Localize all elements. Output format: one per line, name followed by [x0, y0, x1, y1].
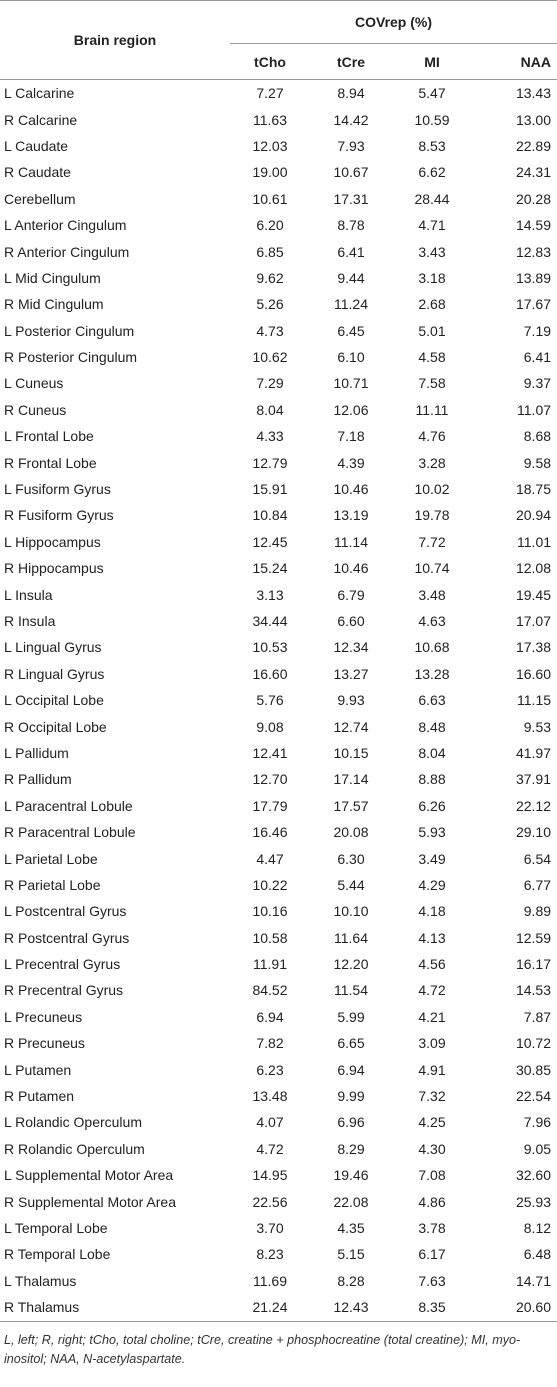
mi-cell: 4.56	[418, 956, 446, 973]
tcho-cell: 7.29	[256, 375, 284, 392]
brain-region-cell: R Precentral Gyrus	[4, 982, 124, 999]
tcho-cell: 10.58	[252, 929, 288, 946]
naa-cell: 9.53	[523, 718, 552, 735]
mi-cell: 4.71	[418, 217, 446, 234]
tcho-cell: 9.62	[256, 269, 284, 286]
naa-cell: 9.37	[523, 375, 552, 392]
naa-cell: 14.71	[515, 1272, 552, 1289]
table-row	[0, 766, 557, 792]
mi-cell: 4.25	[418, 1114, 446, 1131]
mi-cell: 7.63	[418, 1272, 446, 1289]
tcho-cell: 10.62	[252, 349, 288, 366]
table-row	[0, 1083, 557, 1109]
tcre-cell: 10.10	[333, 903, 369, 920]
brain-region-cell: L Parietal Lobe	[4, 850, 98, 867]
tcho-cell: 12.03	[252, 137, 288, 154]
brain-region-cell: L Paracentral Lobule	[4, 797, 133, 814]
tcre-cell: 10.46	[333, 481, 369, 498]
tcre-cell: 8.29	[337, 1140, 365, 1157]
tcre-cell: 11.24	[334, 296, 368, 313]
table-row	[0, 291, 557, 317]
tcre-cell: 12.34	[333, 639, 369, 656]
brain-region-cell: R Rolandic Operculum	[4, 1140, 145, 1157]
tcre-cell: 6.41	[337, 243, 365, 260]
tcre-cell: 4.39	[337, 454, 365, 471]
tcre-cell: 12.20	[333, 956, 369, 973]
mi-cell: 19.78	[414, 507, 450, 524]
tcre-cell: 6.65	[337, 1035, 365, 1052]
brain-region-cell: R Caudate	[4, 164, 71, 181]
table-row	[0, 1030, 557, 1056]
table-row	[0, 925, 557, 951]
tcre-cell: 11.64	[334, 929, 368, 946]
tcre-cell: 22.08	[333, 1193, 369, 1210]
mi-cell: 4.91	[418, 1061, 446, 1078]
brain-region-cell: L Lingual Gyrus	[4, 639, 102, 656]
mi-cell: 4.18	[418, 903, 446, 920]
naa-cell: 9.58	[523, 454, 552, 471]
tcho-cell: 10.61	[252, 190, 288, 207]
tcre-cell: 9.44	[337, 269, 365, 286]
mi-cell: 5.01	[418, 322, 446, 339]
mi-cell: 5.47	[418, 85, 446, 102]
tcre-cell: 5.44	[337, 876, 365, 893]
table-row	[0, 951, 557, 977]
naa-cell: 6.54	[523, 850, 552, 867]
table-row	[0, 661, 557, 687]
tcre-cell: 10.67	[333, 164, 369, 181]
mi-cell: 6.26	[418, 797, 446, 814]
naa-cell: 37.91	[515, 771, 552, 788]
tcre-cell: 12.43	[310, 1294, 392, 1322]
group-header-covrep: COVrep (%)	[230, 1, 557, 44]
brain-region-cell: L Posterior Cingulum	[4, 322, 135, 339]
naa-cell: 22.54	[515, 1088, 552, 1105]
brain-region-cell: L Anterior Cingulum	[4, 217, 127, 234]
mi-cell: 8.35	[392, 1294, 472, 1322]
tcho-cell: 5.26	[256, 296, 284, 313]
brain-region-cell: R Insula	[4, 613, 56, 629]
tcho-cell: 8.23	[256, 1246, 284, 1263]
tcho-cell: 6.20	[256, 217, 284, 234]
brain-region-cell: L Pallidum	[4, 744, 69, 761]
tcre-cell: 7.93	[337, 137, 365, 154]
table-row	[0, 186, 557, 212]
brain-region-cell: R Calcarine	[4, 111, 78, 128]
tcho-cell: 3.70	[256, 1219, 284, 1236]
brain-region-cell: L Insula	[4, 586, 53, 603]
tcre-cell: 6.10	[337, 349, 365, 366]
tcho-cell: 11.91	[253, 956, 287, 973]
mi-cell: 4.63	[418, 613, 446, 629]
tcho-cell: 8.04	[256, 401, 284, 418]
brain-region-cell: R Putamen	[4, 1088, 75, 1105]
table-row	[0, 713, 557, 739]
table-row	[0, 1109, 557, 1135]
tcre-cell: 8.78	[337, 217, 365, 234]
naa-cell: 11.07	[517, 401, 552, 418]
table-row	[0, 423, 557, 449]
brain-region-cell: L Putamen	[4, 1061, 72, 1078]
naa-cell: 19.45	[515, 586, 552, 603]
table-row	[0, 977, 557, 1003]
table-row	[0, 80, 557, 107]
table-row	[0, 634, 557, 660]
mi-cell: 4.58	[418, 349, 446, 366]
mi-cell: 2.68	[418, 296, 446, 313]
naa-cell: 16.60	[515, 665, 552, 682]
table-row	[0, 740, 557, 766]
tcho-cell: 7.82	[256, 1035, 284, 1052]
tcho-cell: 10.53	[252, 639, 288, 656]
brain-region-cell: R Postcentral Gyrus	[4, 929, 130, 946]
brain-region-cell: R Fusiform Gyrus	[4, 507, 114, 524]
brain-region-cell: R Parietal Lobe	[4, 876, 101, 893]
naa-cell: 13.89	[515, 269, 552, 286]
mi-cell: 5.93	[418, 824, 446, 841]
column-header-tcre: tCre	[310, 44, 392, 80]
mi-cell: 3.78	[418, 1219, 446, 1236]
mi-cell: 28.44	[414, 190, 450, 207]
tcho-cell: 4.73	[256, 322, 284, 339]
tcho-cell: 10.16	[252, 903, 288, 920]
table-row	[0, 133, 557, 159]
tcre-cell: 17.57	[333, 797, 369, 814]
tcho-cell: 9.08	[256, 718, 284, 735]
brain-region-cell: L Postcentral Gyrus	[4, 903, 127, 920]
naa-cell: 9.05	[523, 1140, 552, 1157]
brain-region-cell: R Anterior Cingulum	[4, 243, 130, 260]
tcre-cell: 11.54	[334, 982, 368, 999]
brain-region-cell: L Precentral Gyrus	[4, 956, 121, 973]
tcre-cell: 17.14	[333, 771, 369, 788]
brain-region-cell: R Supplemental Motor Area	[4, 1193, 176, 1210]
brain-region-cell: L Caudate	[4, 137, 69, 154]
mi-cell: 10.74	[414, 560, 450, 577]
table-row	[0, 529, 557, 555]
tcho-cell: 16.60	[252, 665, 288, 682]
table-row	[0, 898, 557, 924]
table-header	[0, 1, 557, 80]
tcre-cell: 17.31	[333, 190, 369, 207]
mi-cell: 6.62	[418, 164, 446, 181]
mi-cell: 6.17	[418, 1246, 446, 1263]
tcre-cell: 6.45	[337, 322, 365, 339]
tcho-cell: 13.48	[252, 1088, 288, 1105]
brain-region-cell: L Calcarine	[4, 85, 75, 102]
naa-cell: 17.38	[515, 639, 552, 656]
brain-region-cell: L Hippocampus	[4, 533, 101, 550]
tcho-cell: 5.76	[256, 692, 284, 709]
tcho-cell: 12.70	[252, 771, 288, 788]
naa-cell: 8.68	[523, 428, 552, 445]
naa-cell: 13.43	[515, 85, 552, 102]
mi-cell: 7.08	[418, 1167, 446, 1184]
table-row	[0, 845, 557, 871]
naa-cell: 17.67	[515, 296, 552, 313]
naa-cell: 17.07	[515, 613, 552, 629]
brain-region-cell: R Thalamus	[0, 1294, 230, 1322]
naa-cell: 29.10	[515, 824, 552, 841]
naa-cell: 14.53	[515, 982, 552, 999]
header-row-group	[0, 1, 557, 44]
tcre-cell: 8.28	[337, 1272, 365, 1289]
mi-cell: 3.49	[418, 850, 446, 867]
mi-cell: 4.21	[418, 1008, 446, 1025]
table-row	[0, 1162, 557, 1188]
brain-region-cell: R Frontal Lobe	[4, 454, 97, 471]
mi-cell: 11.11	[415, 401, 449, 418]
tcho-cell: 4.47	[256, 850, 284, 867]
mi-cell: 10.02	[414, 481, 450, 498]
brain-region-cell: R Hippocampus	[4, 560, 104, 577]
naa-cell: 12.08	[515, 560, 552, 577]
table-row	[0, 608, 557, 634]
brain-region-cell: R Paracentral Lobule	[4, 824, 136, 841]
table-row	[0, 238, 557, 264]
table-row	[0, 502, 557, 528]
naa-cell: 6.48	[523, 1246, 552, 1263]
tcho-cell: 3.13	[256, 586, 284, 603]
mi-cell: 3.18	[418, 269, 446, 286]
tcre-cell: 4.35	[337, 1219, 365, 1236]
table-row	[0, 212, 557, 238]
tcre-cell: 10.46	[333, 560, 369, 577]
tcho-cell: 19.00	[252, 164, 288, 181]
table-row	[0, 581, 557, 607]
mi-cell: 3.48	[418, 586, 446, 603]
tcho-cell: 4.72	[256, 1140, 284, 1157]
table-row	[0, 449, 557, 475]
naa-cell: 11.15	[517, 692, 552, 709]
tcre-cell: 19.46	[333, 1167, 369, 1184]
tcho-cell: 12.41	[252, 744, 288, 761]
mi-cell: 8.88	[418, 771, 446, 788]
tcho-cell: 22.56	[252, 1193, 288, 1210]
naa-cell: 6.41	[523, 349, 552, 366]
brain-region-cell: L Fusiform Gyrus	[4, 481, 111, 498]
tcho-cell: 10.22	[252, 876, 288, 893]
tcre-cell: 9.93	[337, 692, 365, 709]
table-row	[0, 344, 557, 370]
tcre-cell: 20.08	[333, 824, 369, 841]
tcre-cell: 6.60	[337, 613, 365, 629]
table-row	[0, 1294, 557, 1322]
naa-cell: 6.77	[523, 876, 552, 893]
table-row	[0, 159, 557, 185]
tcho-cell: 16.46	[252, 824, 288, 841]
naa-cell: 13.00	[515, 111, 552, 128]
mi-cell: 3.43	[418, 243, 446, 260]
mi-cell: 4.13	[418, 929, 446, 946]
mi-cell: 7.72	[418, 533, 446, 550]
brain-region-cell: L Mid Cingulum	[4, 269, 101, 286]
table-row	[0, 1215, 557, 1241]
tcho-cell: 84.52	[252, 982, 288, 999]
tcre-cell: 10.71	[333, 375, 369, 392]
brain-region-cell: L Precuneus	[4, 1008, 83, 1025]
tcre-cell: 12.06	[333, 401, 369, 418]
tcho-cell: 6.94	[256, 1008, 284, 1025]
row-header-brain-region: Brain region	[0, 1, 230, 80]
naa-cell: 25.93	[515, 1193, 552, 1210]
table-row	[0, 1268, 557, 1294]
naa-cell: 7.19	[523, 322, 552, 339]
mi-cell: 3.09	[418, 1035, 446, 1052]
tcre-cell: 8.94	[337, 85, 365, 102]
naa-cell: 22.12	[515, 797, 552, 814]
tcre-cell: 11.14	[334, 533, 368, 550]
naa-cell: 20.94	[515, 507, 552, 524]
tcho-cell: 6.85	[256, 243, 284, 260]
brain-region-cell: R Precuneus	[4, 1035, 85, 1052]
table-row	[0, 106, 557, 132]
naa-cell: 7.87	[523, 1008, 552, 1025]
mi-cell: 4.72	[418, 982, 446, 999]
brain-region-cell: R Pallidum	[4, 771, 72, 788]
mi-cell: 10.59	[414, 111, 450, 128]
tcho-cell: 17.79	[252, 797, 288, 814]
brain-region-cell: L Cuneus	[4, 375, 64, 392]
table-row	[0, 1056, 557, 1082]
tcre-cell: 13.19	[333, 507, 369, 524]
naa-cell: 12.59	[515, 929, 552, 946]
table-row	[0, 397, 557, 423]
tcho-cell: 11.69	[253, 1272, 287, 1289]
mi-cell: 4.86	[418, 1193, 446, 1210]
brain-region-cell: L Temporal Lobe	[4, 1219, 108, 1236]
tcre-cell: 13.27	[333, 665, 369, 682]
table-row	[0, 687, 557, 713]
tcho-cell: 21.24	[230, 1294, 310, 1322]
mi-cell: 7.32	[418, 1088, 446, 1105]
table-row	[0, 872, 557, 898]
tcre-cell: 6.94	[337, 1061, 365, 1078]
mi-cell: 4.76	[418, 428, 446, 445]
tcre-cell: 12.74	[333, 718, 369, 735]
naa-cell: 24.31	[515, 164, 552, 181]
naa-cell: 20.28	[515, 190, 552, 207]
tcho-cell: 14.95	[252, 1167, 288, 1184]
mi-cell: 8.48	[418, 718, 446, 735]
tcho-cell: 10.84	[252, 507, 288, 524]
tcho-cell: 15.91	[252, 481, 288, 498]
tcre-cell: 9.99	[337, 1088, 365, 1105]
naa-cell: 7.96	[523, 1114, 552, 1131]
naa-cell: 30.85	[515, 1061, 552, 1078]
column-header-mi: MI	[392, 44, 472, 80]
tcho-cell: 12.45	[252, 533, 288, 550]
table-row	[0, 370, 557, 396]
tcho-cell: 11.63	[253, 111, 287, 128]
mi-cell: 3.28	[418, 454, 446, 471]
naa-cell: 14.59	[515, 217, 552, 234]
tcre-cell: 5.99	[337, 1008, 365, 1025]
mi-cell: 6.63	[418, 692, 446, 709]
brain-region-cell: L Thalamus	[4, 1272, 77, 1289]
mi-cell: 8.04	[418, 744, 446, 761]
brain-region-cell: R Lingual Gyrus	[4, 665, 105, 682]
tcho-cell: 12.79	[252, 454, 288, 471]
brain-region-cell: R Temporal Lobe	[4, 1246, 111, 1263]
tcre-cell: 6.79	[337, 586, 365, 603]
mi-cell: 13.28	[414, 665, 450, 682]
tcho-cell: 4.07	[256, 1114, 284, 1131]
table-row	[0, 793, 557, 819]
table-row	[0, 555, 557, 581]
table-row	[0, 318, 557, 344]
naa-cell: 18.75	[515, 481, 552, 498]
tcre-cell: 6.96	[337, 1114, 365, 1131]
naa-cell: 12.83	[515, 243, 552, 260]
naa-cell: 11.01	[517, 533, 552, 550]
brain-region-cell: R Cuneus	[4, 401, 67, 418]
tcre-cell: 5.15	[337, 1246, 365, 1263]
table-row	[0, 265, 557, 291]
brain-region-cell: L Rolandic Operculum	[4, 1114, 142, 1131]
naa-cell: 32.60	[515, 1167, 552, 1184]
brain-region-cell: L Frontal Lobe	[4, 428, 94, 445]
table-footnote: L, left; R, right; tCho, total choline; tCre, creatine + phosphocreatine (total creatine); MI, myo-inositol; NAA, N-acetylaspartate.	[4, 1332, 521, 1366]
table-row	[0, 1136, 557, 1162]
column-header-tcho: tCho	[230, 44, 310, 80]
naa-cell: 16.17	[515, 956, 552, 973]
brain-region-cell: R Occipital Lobe	[4, 718, 107, 735]
tcho-cell: 34.44	[252, 613, 288, 629]
brain-region-cell: L Occipital Lobe	[4, 692, 104, 709]
tcho-cell: 6.23	[256, 1061, 284, 1078]
tcre-cell: 7.18	[337, 428, 365, 445]
table-row	[0, 1188, 557, 1214]
mi-cell: 7.58	[418, 375, 446, 392]
table-row	[0, 819, 557, 845]
table-body	[0, 80, 557, 1322]
brain-region-cell: Cerebellum	[4, 190, 76, 207]
tcho-cell: 7.27	[256, 85, 284, 102]
naa-cell: 10.72	[515, 1035, 552, 1052]
mi-cell: 4.29	[418, 876, 446, 893]
naa-cell: 8.12	[523, 1219, 552, 1236]
tcre-cell: 10.15	[333, 744, 369, 761]
brain-region-cell: R Mid Cingulum	[4, 296, 104, 313]
naa-cell: 41.97	[515, 744, 552, 761]
mi-cell: 10.68	[414, 639, 450, 656]
mi-cell: 4.30	[418, 1140, 446, 1157]
table-row	[0, 476, 557, 502]
brain-region-cell: L Supplemental Motor Area	[4, 1167, 174, 1184]
column-header-naa: NAA	[472, 44, 557, 80]
tcre-cell: 6.30	[337, 850, 365, 867]
naa-cell: 22.89	[515, 137, 552, 154]
table-row	[0, 1241, 557, 1267]
tcre-cell: 14.42	[333, 111, 369, 128]
table-row	[0, 1004, 557, 1030]
mi-cell: 8.53	[418, 137, 446, 154]
brain-region-cell: R Posterior Cingulum	[4, 349, 138, 366]
naa-cell: 20.60	[472, 1294, 557, 1322]
tcho-cell: 15.24	[252, 560, 288, 577]
naa-cell: 9.89	[523, 903, 552, 920]
tcho-cell: 4.33	[256, 428, 284, 445]
